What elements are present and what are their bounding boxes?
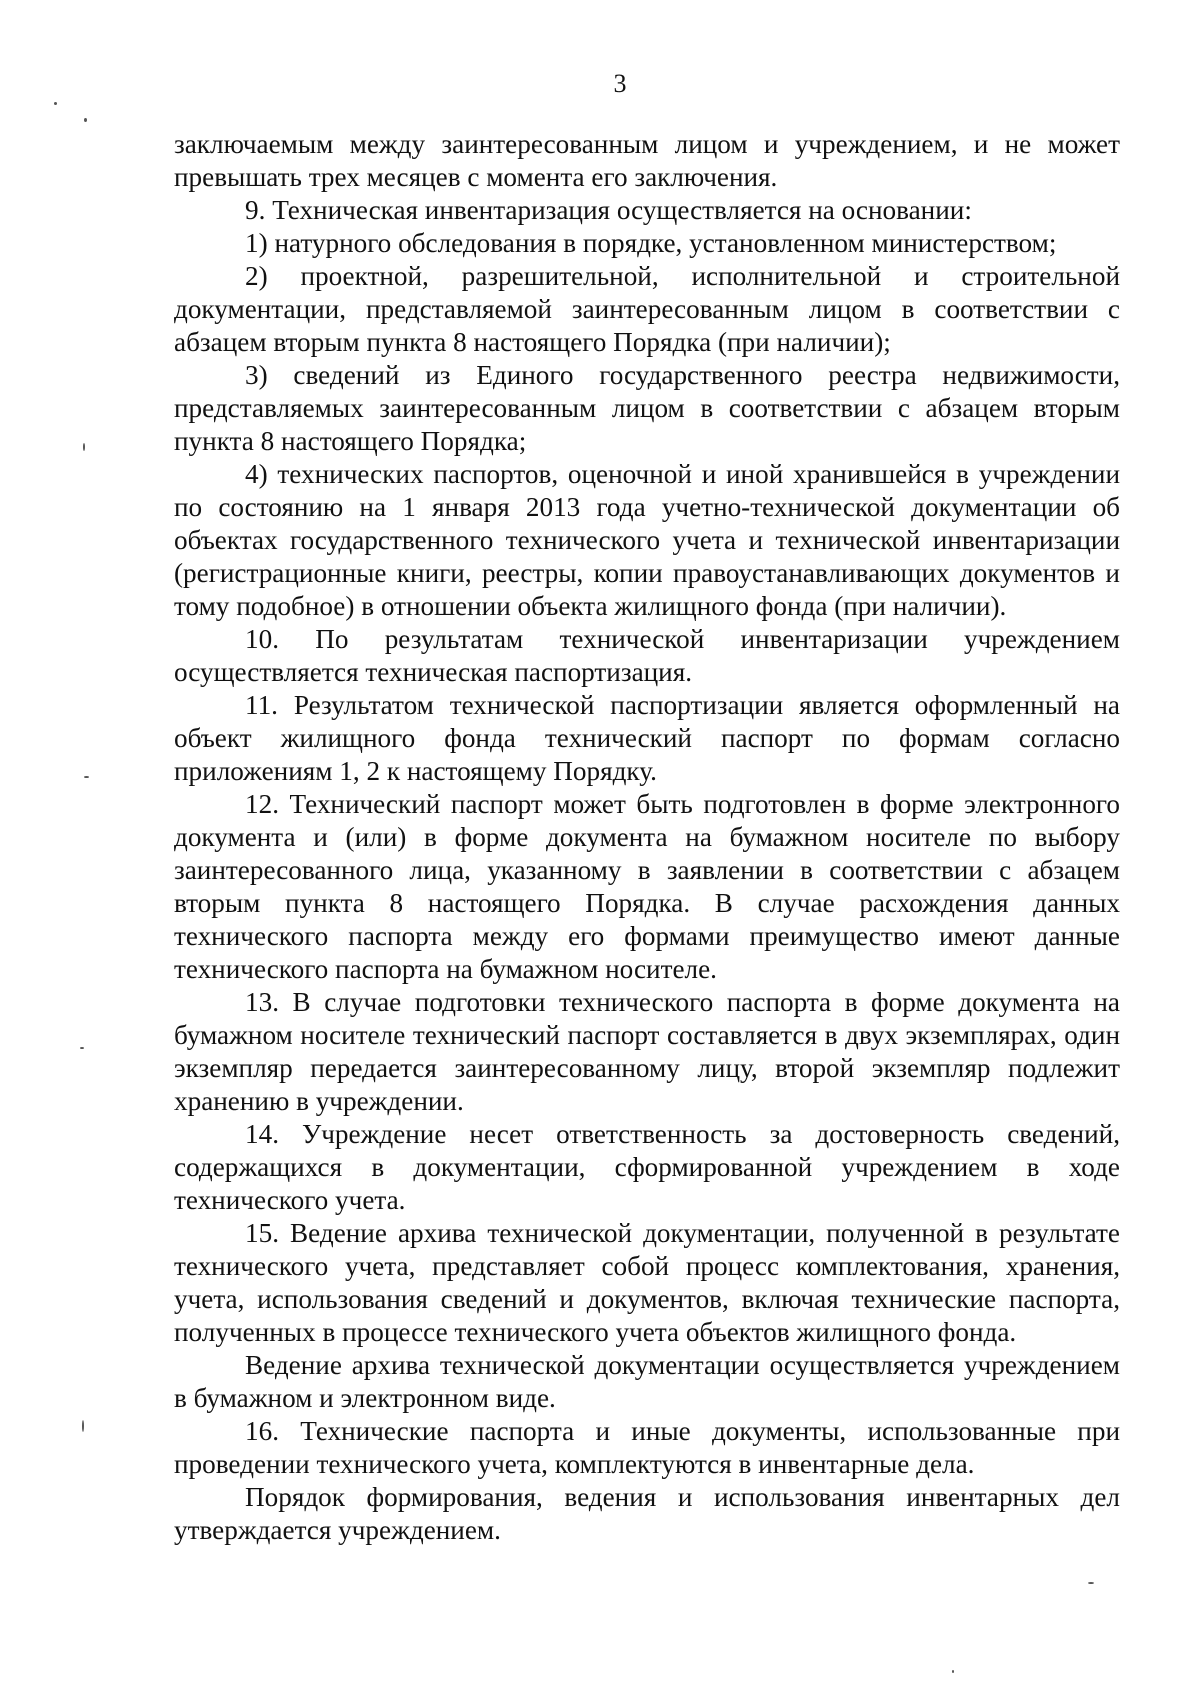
paragraph-item-10: 10. По результатам технической инвентаризации учреждением осуществляется техническая паспортизация. bbox=[174, 624, 1120, 687]
document-body bbox=[174, 128, 1120, 1547]
scan-speck bbox=[83, 443, 85, 451]
scan-speck bbox=[952, 1670, 954, 1673]
paragraph-item-13: 13. В случае подготовки технического паспорта в форме документа на бумажном носителе технический паспорт составляется в двух экземплярах, один экземпляр передается заинтересованному лицу, второй экземпляр подлежит хранению в учреждении. bbox=[174, 987, 1120, 1116]
paragraph-subitem-4: 4) технических паспортов, оценочной и иной хранившейся в учреждении по состоянию на 1 января 2013 года учетно-технической документации об объектах государственного технического учета и технической инвентаризации (регистрационные книги, реестры, копии правоустанавливающих документов и тому подобное) в отношении объекта жилищного фонда (при наличии). bbox=[174, 459, 1120, 621]
paragraph-item-9: 9. Техническая инвентаризация осуществляется на основании: bbox=[245, 195, 972, 225]
paragraph-item-15: 15. Ведение архива технической документации, полученной в результате технического учета, представляет собой процесс комплектования, хранения, учета, использования сведений и документов, включая технические паспорта, полученных в процессе технического учета объектов жилищного фонда. bbox=[174, 1218, 1120, 1347]
paragraph-continuation: заключаемым между заинтересованным лицом и учреждением, и не может превышать трех месяцев с момента его заключения. bbox=[174, 129, 1120, 192]
paragraph-archive-format: Ведение архива технической документации осуществляется учреждением в бумажном и электронном виде. bbox=[174, 1350, 1120, 1413]
paragraph-item-16: 16. Технические паспорта и иные документы, использованные при проведении технического учета, комплектуются в инвентарные дела. bbox=[174, 1416, 1120, 1479]
scan-speck bbox=[54, 102, 57, 105]
scan-speck bbox=[1088, 1582, 1094, 1584]
paragraph-item-11: 11. Результатом технической паспортизации является оформленный на объект жилищного фонда технический паспорт по формам согласно приложениям 1, 2 к настоящему Порядку. bbox=[174, 690, 1120, 786]
paragraph-subitem-1: 1) натурного обследования в порядке, установленном министерством; bbox=[245, 228, 1057, 258]
paragraph-subitem-3: 3) сведений из Единого государственного реестра недвижимости, представляемых заинтересованным лицом в соответствии с абзацем вторым пункта 8 настоящего Порядка; bbox=[174, 360, 1120, 456]
scan-speck bbox=[84, 776, 89, 778]
paragraph-subitem-2: 2) проектной, разрешительной, исполнительной и строительной документации, представляемой заинтересованным лицом в соответствии с абзацем вторым пункта 8 настоящего Порядка (при наличии); bbox=[174, 261, 1120, 357]
scan-speck bbox=[80, 1047, 84, 1049]
page-number: 3 bbox=[613, 69, 627, 98]
scan-speck bbox=[84, 118, 87, 122]
paragraph-item-12: 12. Технический паспорт может быть подготовлен в форме электронного документа и (или) в форме документа на бумажном носителе по выбору заинтересованного лица, указанному в заявлении в соответствии с абзацем вторым пункта 8 настоящего Порядка. В случае расхождения данных технического паспорта между его формами преимущество имеют данные технического паспорта на бумажном носителе. bbox=[174, 789, 1120, 984]
paragraph-inventory-procedure: Порядок формирования, ведения и использования инвентарных дел утверждается учреждением. bbox=[174, 1482, 1120, 1545]
scan-speck bbox=[82, 1420, 84, 1432]
paragraph-item-14: 14. Учреждение несет ответственность за достоверность сведений, содержащихся в документации, сформированной учреждением в ходе технического учета. bbox=[174, 1119, 1120, 1215]
